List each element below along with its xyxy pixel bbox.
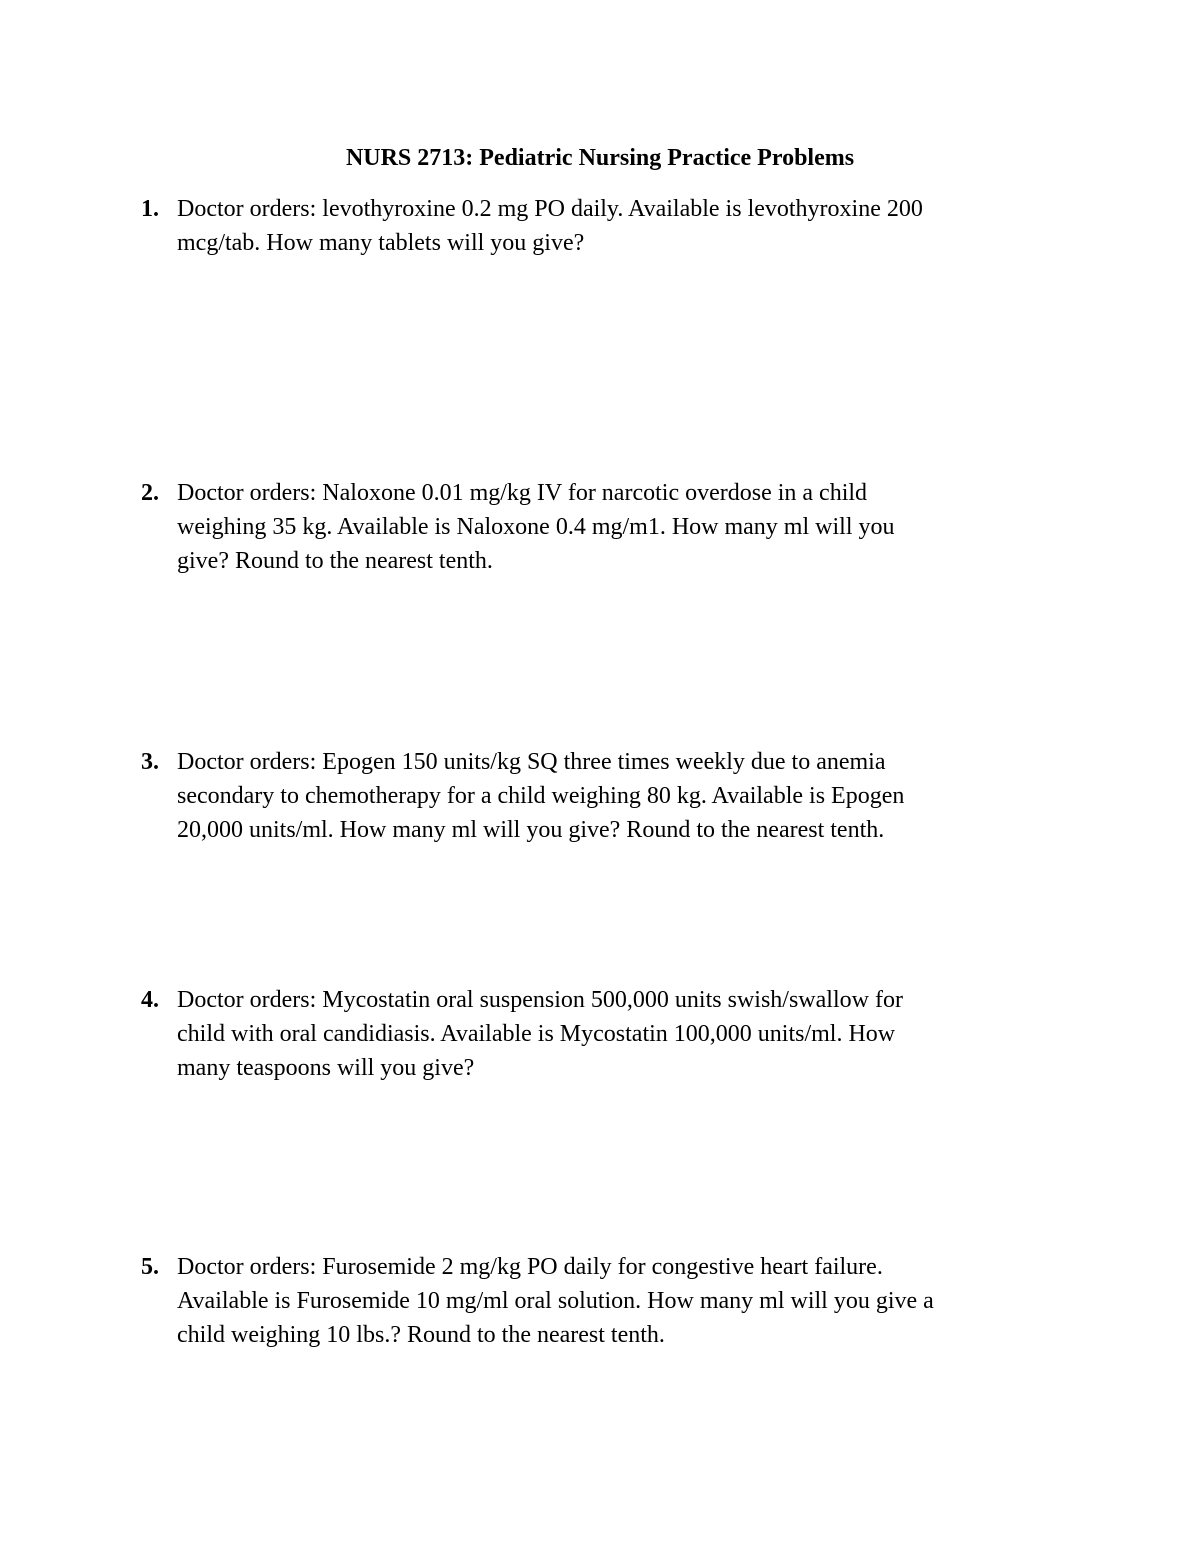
problem-2 [141,476,1041,578]
problem-number: 3. [141,749,159,775]
problem-number: 2. [141,480,159,506]
problem-4 [141,983,1041,1085]
document-title: NURS 2713: Pediatric Nursing Practice Problems [345,145,855,171]
problem-text: Doctor orders: Furosemide 2 mg/kg PO daily for congestive heart failure. Available is Furosemide 10 mg/ml oral solution. How many ml will you give a child weighing 10 lbs.? Round to the nearest tenth. [177,1254,934,1348]
problem-number: 4. [141,987,159,1013]
problem-text: Doctor orders: levothyroxine 0.2 mg PO daily. Available is levothyroxine 200 mcg/tab. How many tablets will you give? [177,196,923,256]
problem-text: Doctor orders: Mycostatin oral suspension 500,000 units swish/swallow for child with oral candidiasis. Available is Mycostatin 100,000 units/ml. How many teaspoons will you give? [177,987,903,1081]
problem-1 [141,192,1041,260]
problem-3 [141,745,1041,847]
problem-text: Doctor orders: Epogen 150 units/kg SQ three times weekly due to anemia secondary to chemotherapy for a child weighing 80 kg. Available is Epogen 20,000 units/ml. How many ml will you give? Round to the nearest tenth. [177,749,905,843]
problem-number: 1. [141,196,159,222]
problem-number: 5. [141,1254,159,1280]
problem-5 [141,1250,1041,1352]
problem-text: Doctor orders: Naloxone 0.01 mg/kg IV for narcotic overdose in a child weighing 35 kg. Available is Naloxone 0.4 mg/m1. How many ml will you give? Round to the nearest tenth. [177,480,895,574]
